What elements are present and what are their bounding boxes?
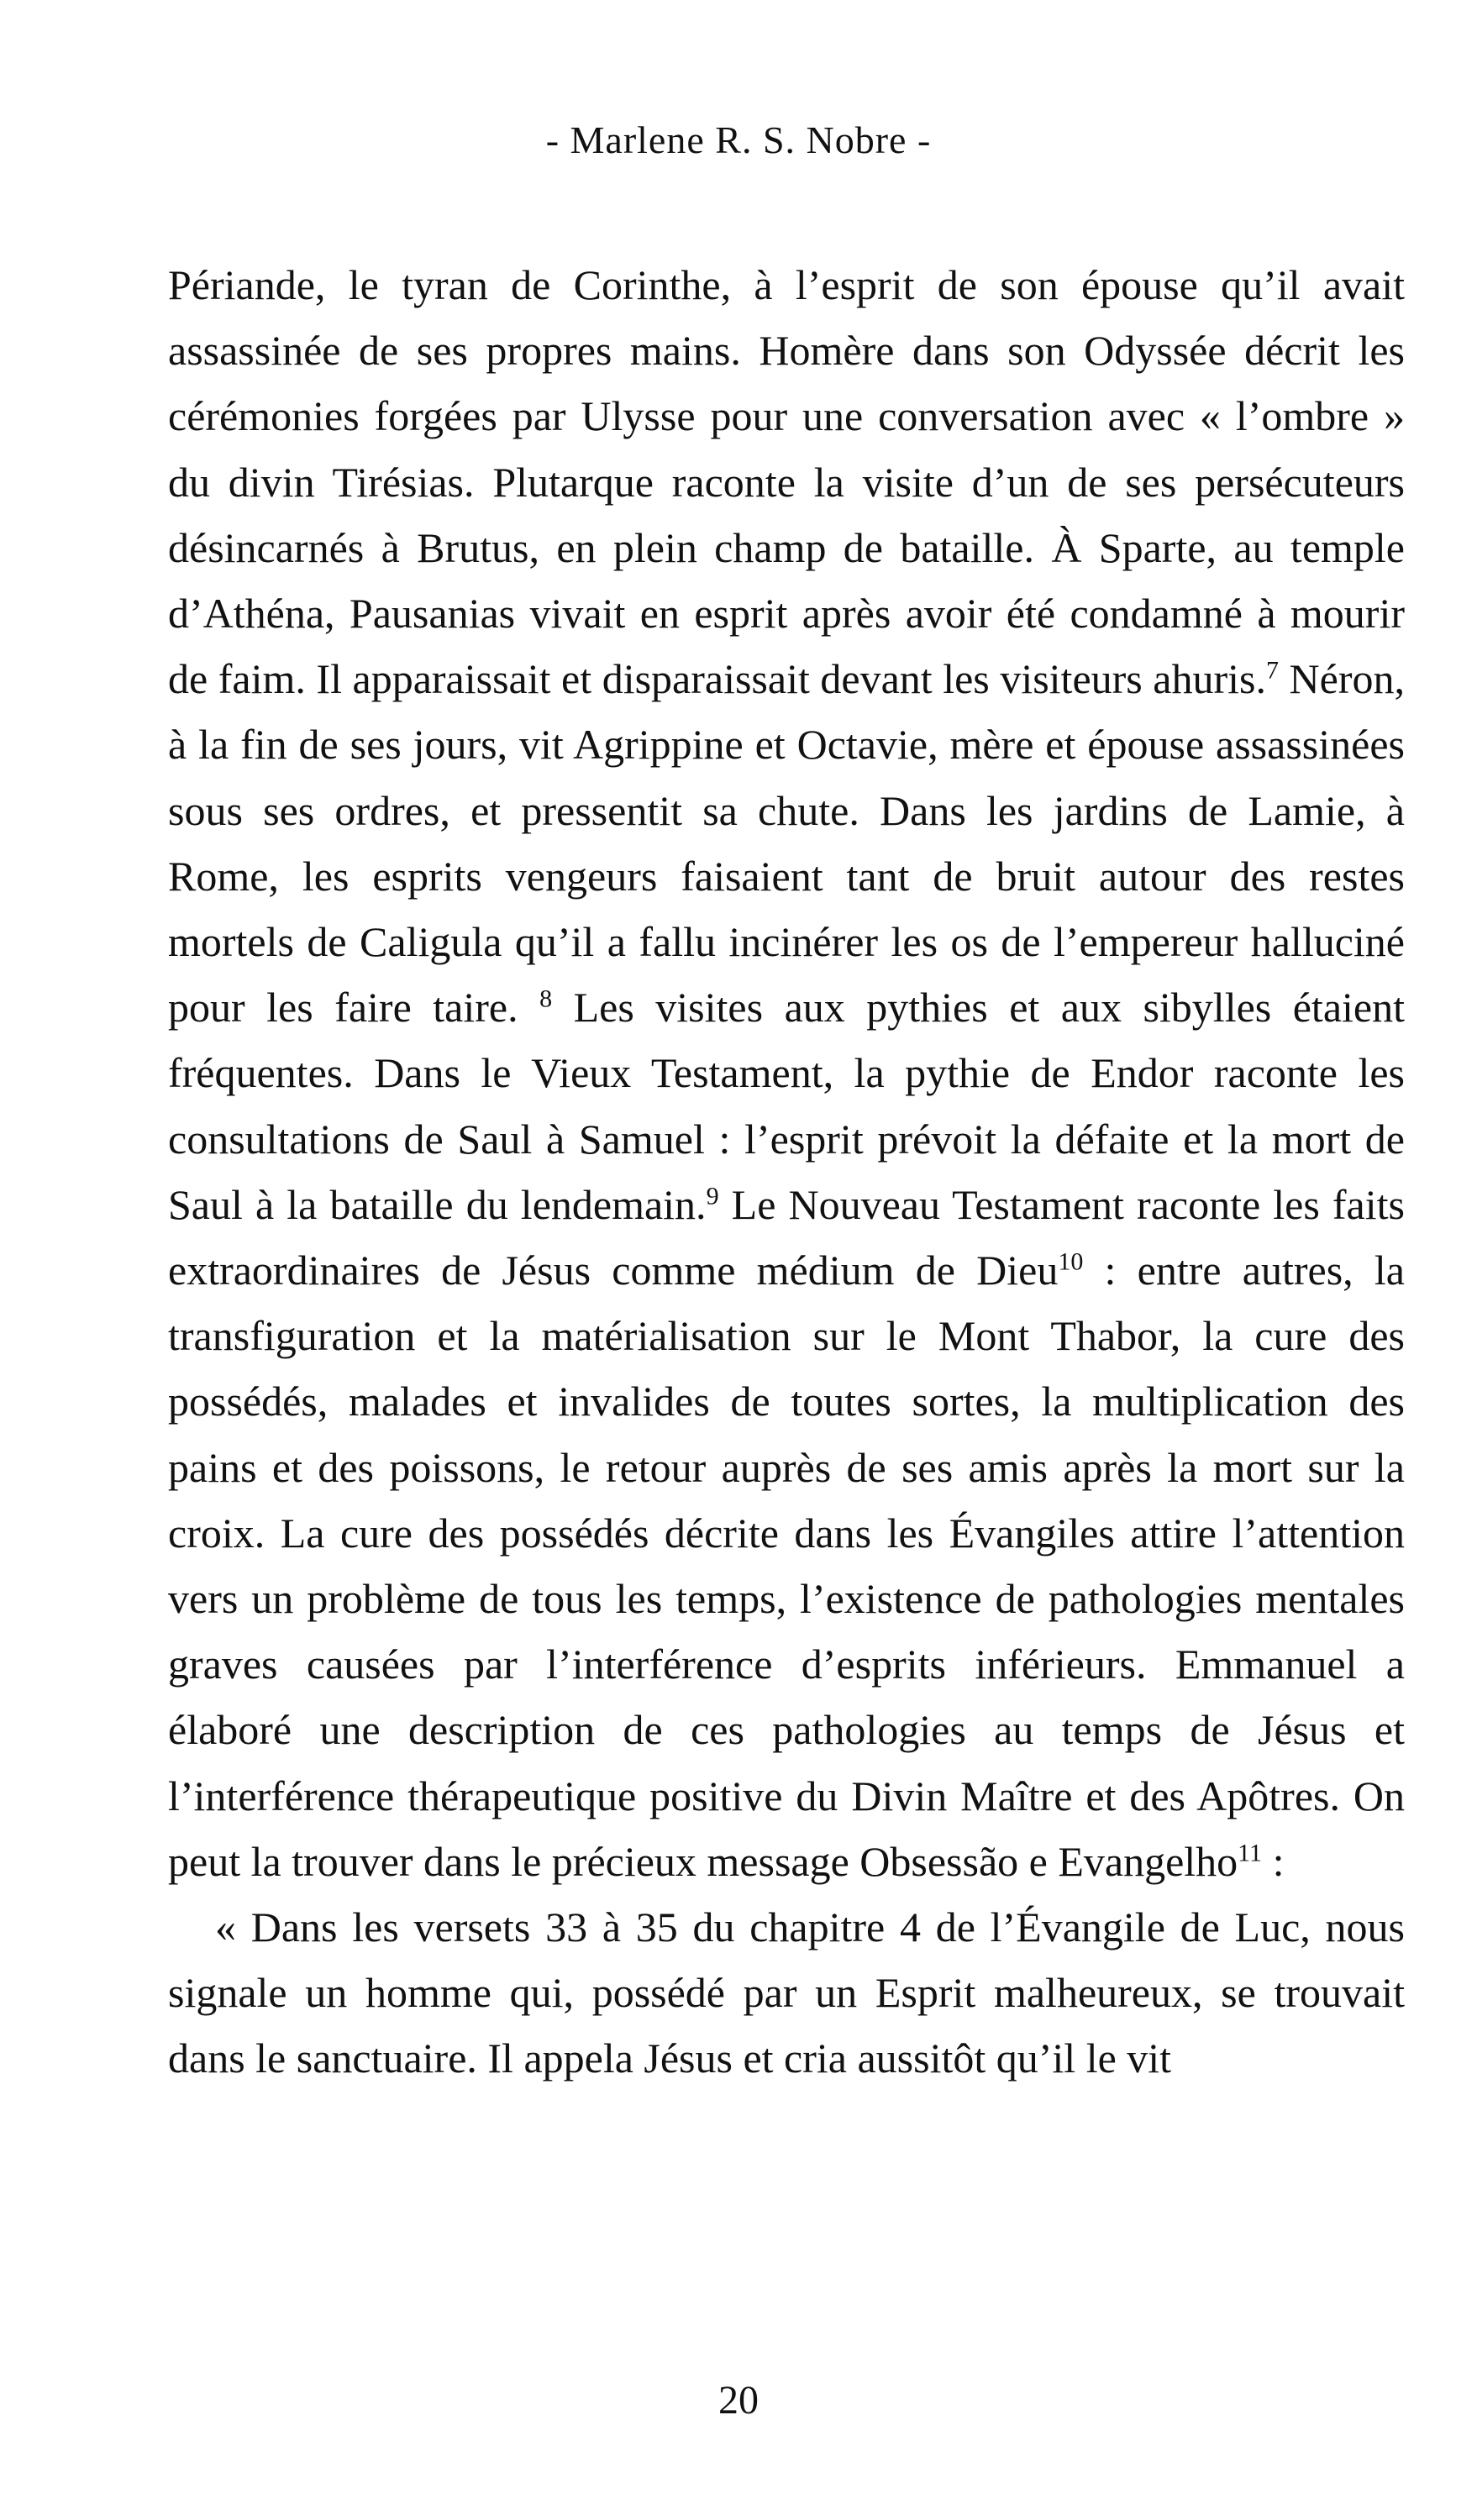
paragraph [168, 252, 1405, 1894]
text-run: : entre autres, la transfiguration et la matérialisation sur le Mont Thabor, la cure des possédés, malades et invalides de toutes sortes, la multiplication des pains et des poissons, le retour auprès de ses amis après la mort sur la croix. La cure des possédés décrite dans les Évangiles attire l’attention vers un problème de tous les temps, l’existence de pathologies mentales graves causées par l’interférence d’esprits inférieurs. Emmanuel a élaboré une description de ces pathologies au temps de Jésus et l’interférence thérapeutique positive du Divin Maître et des Apôtres. On peut la trouver dans le précieux message Obsessão e Evangelho [168, 1247, 1405, 1885]
running-head: - Marlene R. S. Nobre - [545, 118, 932, 161]
text-run: « Dans les versets 33 à 35 du chapitre 4 de l’Évangile de Luc, nous signale un homme qui, possédé par un Esprit malheureux, se trouvait dans le sanctuaire. Il appela Jésus et cria aussitôt qu’il le vit [168, 1903, 1405, 2082]
text-run: Les visites aux pythies et aux sibylles étaient fréquentes. Dans le Vieux Testament, la pythie de Endor raconte les consultations de Saul à Samuel : l’esprit prévoit la défaite et la mort de Saul à la bataille du lendemain. [168, 984, 1405, 1228]
footnote-marker: 8 [539, 984, 553, 1013]
text-run: : [1262, 1837, 1285, 1885]
footnote-marker: 7 [1266, 656, 1279, 685]
paragraph [168, 1894, 1405, 2092]
footnote-marker: 10 [1058, 1247, 1084, 1276]
text-run: Le Nouveau Testament raconte les faits extraordinaires de Jésus comme médium de Dieu [168, 1180, 1405, 1294]
body-text [168, 252, 1405, 2092]
text-run: Périande, le tyran de Corinthe, à l’esprit de son épouse qu’il avait assassinée de ses propres mains. Homère dans son Odyssée décrit les cérémonies forgées par Ulysse pour une conversation avec « l’ombre » du divin Tirésias. Plutarque raconte la visite d’un de ses persécuteurs désincarnés à Brutus, en plein champ de bataille. À Sparte, au temple d’Athéna, Pausanias vivait en esprit après avoir été condamné à mourir de faim. Il apparaissait et disparaissait devant les visiteurs ahuris. [168, 261, 1405, 703]
text-run: Néron, à la fin de ses jours, vit Agrippine et Octavie, mère et épouse assassinées sous ses ordres, et pressentit sa chute. Dans les jardins de Lamie, à Rome, les esprits vengeurs faisaient tant de bruit autour des restes mortels de Caligula qu’il a fallu incinérer les os de l’empereur halluciné pour les faire taire. [168, 655, 1405, 1032]
footnote-marker: 9 [706, 1182, 719, 1210]
footnote-marker: 11 [1238, 1839, 1263, 1867]
page-number: 20 [718, 2378, 759, 2423]
